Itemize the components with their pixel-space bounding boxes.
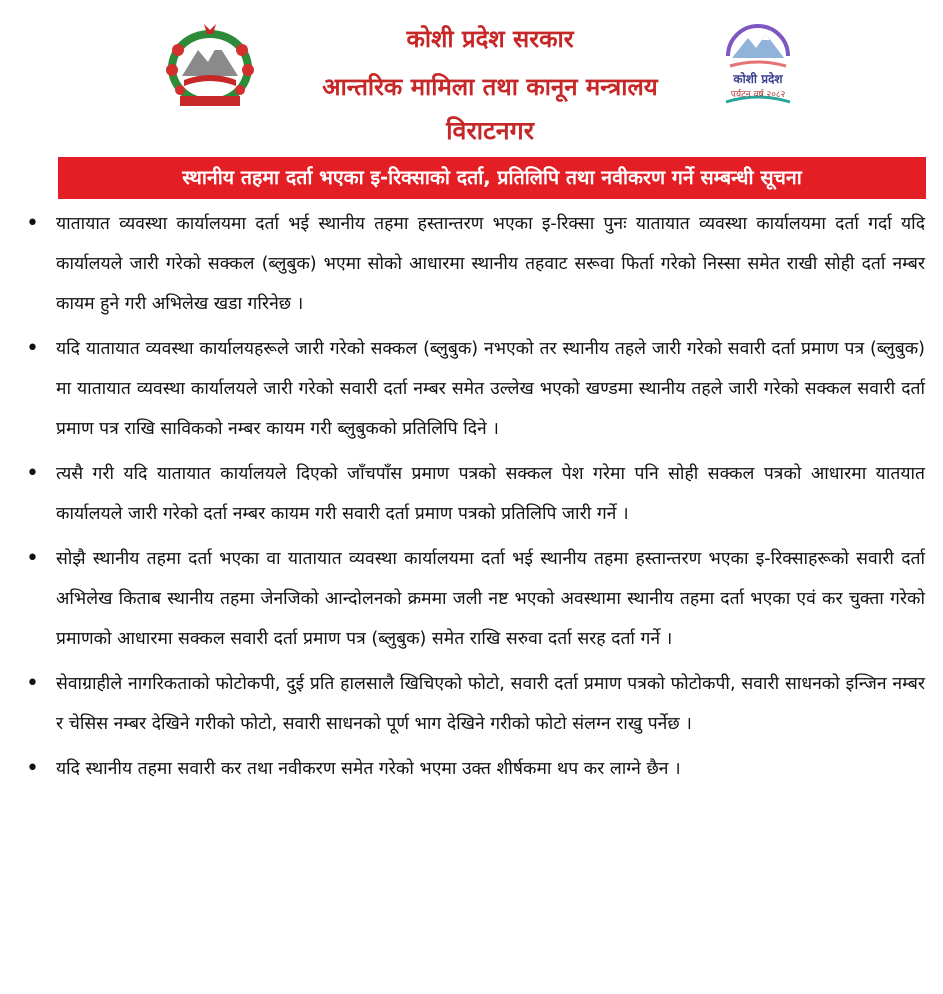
notice-point-text: सोझै स्थानीय तहमा दर्ता भएका वा यातायात व्यवस्था कार्यालयमा दर्ता भई स्थानीय तहमा हस्तान्तरण भएका इ-रिक्साहरूको सवारी दर्ता अभिलेख किताब स्थानीय तहमा जेनजिको आन्दोलनको क्रममा जली नष्ट भएको अवस्थामा स्थानीय तहमा दर्ता भएका एवं कर चुक्ता गरेको प्रमाणको आधारमा सक्कल सवारी दर्ता प्रमाण पत्र (ब्लुबुक) समेत राखि सरुवा दर्ता सरह दर्ता गर्ने । bbox=[56, 549, 925, 649]
ministry-name: आन्तरिक मामिला तथा कानून मन्त्रालय bbox=[322, 73, 658, 101]
notice-points-list bbox=[20, 204, 925, 794]
notice-point-text: यदि स्थानीय तहमा सवारी कर तथा नवीकरण समेत गरेको भएमा उक्त शीर्षकमा थप कर लाग्ने छैन । bbox=[56, 759, 681, 779]
bullet-icon: • bbox=[26, 671, 39, 696]
letterhead bbox=[0, 0, 943, 150]
bullet-icon: • bbox=[26, 211, 39, 236]
tourism-year-logo bbox=[712, 22, 804, 106]
notice-point bbox=[20, 329, 925, 449]
location-name: विराटनगर bbox=[446, 116, 534, 145]
notice-point bbox=[20, 539, 925, 659]
bullet-icon: • bbox=[26, 546, 39, 571]
notice-point-text: त्यसै गरी यदि यातायात कार्यालयले दिएको जाँचपाँस प्रमाण पत्रको सक्कल पेश गरेमा पनि सोही सक्कल पत्रको आधारमा यातयात कार्यालयले जारी गरेको दर्ता नम्बर कायम गरी सवारी दर्ता प्रमाण पत्रको प्रतिलिपि जारी गर्ने । bbox=[56, 464, 925, 524]
notice-point-text: यदि यातायात व्यवस्था कार्यालयहरूले जारी गरेको सक्कल (ब्लुबुक) नभएको तर स्थानीय तहले जारी गरेको सवारी दर्ता प्रमाण पत्र (ब्लुबुक) मा यातायात व्यवस्था कार्यालयले जारी गरेको सवारी दर्ता नम्बर समेत उल्लेख भएको खण्डमा स्थानीय तहले जारी गरेको सक्कल सवारी दर्ता प्रमाण पत्र राखि साविकको नम्बर कायम गरी ब्लुबुकको प्रतिलिपि दिने । bbox=[56, 339, 925, 439]
notice-point-text: यातायात व्यवस्था कार्यालयमा दर्ता भई स्थानीय तहमा हस्तान्तरण भएका इ-रिक्सा पुनः यातायात व्यवस्था कार्यालयमा दर्ता गर्दा यदि कार्यालयले जारी गरेको सक्कल (ब्लुबुक) भएमा सोको आधारमा स्थानीय तहवाट सरूवा फिर्ता गरेको निस्सा समेत राखी सोही दर्ता नम्बर कायम हुने गरी अभिलेख खडा गरिनेछ । bbox=[56, 214, 925, 314]
notice-point bbox=[20, 454, 925, 534]
bullet-icon: • bbox=[26, 336, 39, 361]
bullet-icon: • bbox=[26, 756, 39, 781]
notice-point bbox=[20, 664, 925, 744]
notice-point bbox=[20, 749, 925, 789]
bullet-icon: • bbox=[26, 461, 39, 486]
government-name: कोशी प्रदेश सरकार bbox=[406, 25, 574, 53]
notice-point bbox=[20, 204, 925, 324]
tourism-logo-subtitle: पर्यटन वर्ष २०८२ bbox=[730, 90, 786, 100]
notice-point-text: सेवाग्राहीले नागरिकताको फोटोकपी, दुई प्रति हालसालै खिचिएको फोटो, सवारी दर्ता प्रमाण पत्रको फोटोकपी, सवारी साधनको इन्जिन नम्बर र चेसिस नम्बर देखिने गरीको फोटो, सवारी साधनको पूर्ण भाग देखिने गरीको फोटो संलग्न राखु पर्नेछ । bbox=[56, 674, 925, 734]
tourism-logo-title: कोशी प्रदेश bbox=[733, 72, 783, 86]
notice-title-banner: स्थानीय तहमा दर्ता भएका इ-रिक्साको दर्ता, प्रतिलिपि तथा नवीकरण गर्ने सम्बन्धी सूचना bbox=[58, 157, 926, 199]
